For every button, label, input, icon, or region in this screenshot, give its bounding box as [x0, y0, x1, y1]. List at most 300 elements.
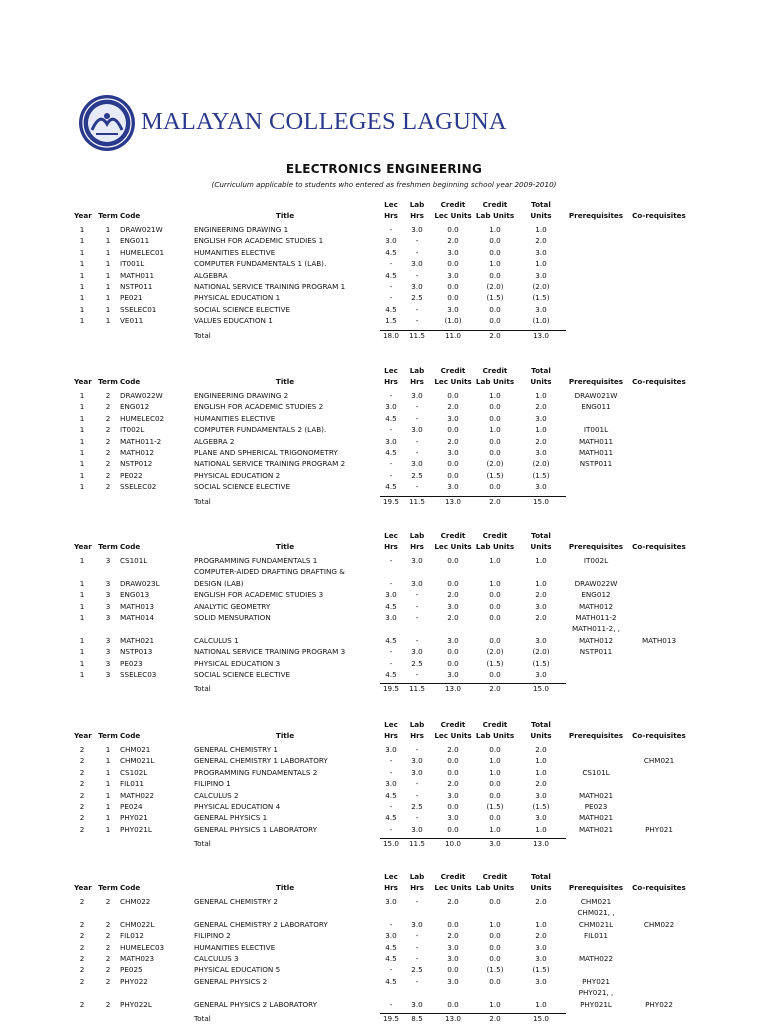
cell-credit-lec-units: 3.0: [447, 247, 459, 257]
cell-year: 2: [79, 824, 85, 834]
cell-lec-hrs: 3.0: [385, 897, 397, 906]
cell-lec-hrs: 4.5: [385, 790, 397, 800]
cell-lec-hrs: 3.0: [385, 613, 397, 622]
total-label: Total: [194, 496, 211, 506]
header-title: Title: [275, 731, 295, 740]
cell-total-units: 3.0: [535, 247, 547, 257]
cell-credit-lab-units: 0.0: [489, 931, 501, 941]
cell-lec-hrs: -: [389, 658, 393, 668]
cell-total-units: (2.0): [532, 647, 550, 657]
cell-title: PHYSICAL EDUCATION 2: [194, 470, 281, 480]
header-lec-hrs: Lec: [384, 200, 398, 209]
cell-term: 3: [105, 635, 111, 645]
cell-credit-lab-units: 0.0: [489, 482, 501, 492]
cell-term: 3: [105, 658, 111, 668]
total-lab-hrs: 11.5: [408, 684, 425, 694]
cell-prerequisites: CHM021L: [578, 919, 614, 929]
cell-lec-hrs: -: [389, 225, 393, 234]
cell-prerequisites: ENG011: [581, 402, 611, 412]
cell-year: 2: [79, 965, 85, 975]
cell-term: 2: [105, 965, 111, 975]
cell-credit-lab-units: 1.0: [489, 824, 501, 834]
cell-credit-lab-units: 1.0: [489, 391, 501, 400]
cell-term: 1: [105, 304, 111, 314]
header-code: Code: [120, 211, 141, 220]
term-table: [0, 720, 768, 860]
cell-year: 1: [79, 425, 85, 435]
header-term: Term: [98, 377, 118, 386]
cell-code: MATH022: [120, 790, 155, 800]
cell-credit-lec-units: 3.0: [447, 304, 459, 314]
cell-code: HUMELEC01: [120, 247, 165, 257]
header-prerequisites: Prerequisites: [568, 211, 624, 220]
cell-term: 1: [105, 282, 111, 291]
cell-prerequisites: FIL011: [584, 931, 608, 941]
cell-code: MATH013: [120, 601, 155, 611]
header-credit-lab-units: Credit: [482, 366, 508, 375]
header-lec-hrs: Hrs: [384, 376, 398, 386]
term-table: [0, 200, 768, 340]
cell-year: 1: [79, 670, 85, 679]
header-lec-hrs: Lec: [384, 872, 398, 881]
cell-credit-lab-units: 0.0: [489, 413, 501, 423]
total-lec-hrs: 15.0: [382, 839, 399, 849]
cell-lab-hrs: 3.0: [411, 919, 423, 929]
header-lab-hrs: Lab: [409, 200, 425, 209]
total-lab-hrs: 11.5: [408, 496, 425, 506]
cell-credit-lab-units: 0.0: [489, 316, 501, 326]
cell-lec-hrs: 4.5: [385, 247, 397, 257]
header-title: Title: [275, 211, 295, 220]
cell-year: 2: [79, 897, 85, 906]
cell-title: COMPUTER FUNDAMENTALS 1 (LAB).: [194, 259, 327, 269]
cell-lab-hrs: -: [415, 790, 419, 800]
cell-lab-hrs: 3.0: [411, 391, 423, 400]
cell-year: 1: [79, 225, 85, 234]
cell-title: VALUES EDUCATION 1: [194, 316, 273, 326]
header-credit-lec-units: Credit: [440, 531, 466, 540]
cell-prerequisites: ENG012: [581, 590, 611, 600]
header-credit-lab-units: Credit: [482, 200, 508, 209]
header-total-units: Total: [531, 531, 551, 540]
header-co-requisites: Co-requisites: [632, 542, 686, 551]
cell-prerequisites: MATH012: [578, 601, 614, 611]
cell-credit-lec-units: 3.0: [447, 670, 459, 679]
cell-code: DRAW023L: [120, 578, 160, 588]
header-year: Year: [74, 211, 92, 220]
cell-code: PHY022: [120, 976, 148, 986]
cell-lab-hrs: -: [415, 897, 419, 906]
cell-term: 3: [105, 578, 111, 588]
cell-lab-hrs: -: [415, 236, 419, 246]
cell-credit-lec-units: 3.0: [447, 270, 459, 280]
header-credit-lab-units: Lab Units: [475, 882, 515, 892]
cell-lab-hrs: 3.0: [411, 225, 423, 234]
header-year: Year: [74, 883, 92, 892]
cell-credit-lec-units: 3.0: [447, 976, 459, 986]
cell-term: 2: [105, 391, 111, 400]
cell-credit-lab-units: 1.0: [489, 225, 501, 234]
cell-credit-lec-units: 3.0: [447, 813, 459, 823]
cell-lab-hrs: -: [415, 976, 419, 986]
cell-year: 1: [79, 391, 85, 400]
cell-total-units: 3.0: [535, 482, 547, 492]
cell-title: GENERAL CHEMISTRY 1 LABORATORY: [194, 756, 328, 766]
cell-title: CALCULUS 2: [194, 790, 239, 800]
cell-term: 2: [105, 448, 111, 457]
header-year: Year: [74, 731, 92, 740]
cell-term: 3: [105, 590, 111, 600]
cell-total-units: 2.0: [535, 402, 547, 412]
cell-lec-hrs: 4.5: [385, 304, 397, 314]
total-lab-hrs: 11.5: [408, 839, 425, 849]
total-credit-lec-units: 13.0: [444, 496, 461, 506]
cell-code: IT002L: [120, 425, 145, 435]
cell-credit-lec-units: 0.0: [447, 556, 459, 565]
cell-total-units: 3.0: [535, 976, 547, 986]
cell-title: FILIPINO 2: [194, 931, 231, 941]
cell-lab-hrs: -: [415, 482, 419, 492]
total-credit-lec-units: 10.0: [444, 839, 461, 849]
cell-year: 1: [79, 459, 85, 469]
cell-total-units: 1.0: [535, 425, 547, 435]
cell-credit-lab-units: (1.5): [486, 965, 504, 975]
cell-title: GENERAL CHEMISTRY 1: [194, 745, 278, 754]
cell-credit-lab-units: 1.0: [489, 767, 501, 777]
cell-code: CS101L: [120, 556, 148, 565]
cell-year: 2: [79, 767, 85, 777]
cell-lab-hrs: -: [415, 590, 419, 600]
total-credit-lec-units: 13.0: [444, 1014, 461, 1023]
total-lec-hrs: 18.0: [382, 330, 399, 340]
cell-credit-lec-units: 0.0: [447, 578, 459, 588]
cell-co-requisites: MATH013: [641, 635, 677, 645]
cell-lec-hrs: -: [389, 767, 393, 777]
cell-code: MATH011: [120, 270, 155, 280]
cell-lab-hrs: -: [415, 779, 419, 789]
cell-lab-hrs: 3.0: [411, 767, 423, 777]
cell-term: 1: [105, 745, 111, 754]
cell-code: HUMELEC02: [120, 413, 165, 423]
cell-credit-lab-units: 0.0: [489, 790, 501, 800]
cell-total-units: 3.0: [535, 448, 547, 457]
cell-credit-lec-units: 0.0: [447, 259, 459, 269]
total-credit-lab-units: 2.0: [489, 330, 501, 340]
header-lab-hrs: Lab: [409, 366, 425, 375]
cell-credit-lab-units: 0.0: [489, 897, 501, 906]
header-total-units: Total: [531, 872, 551, 881]
header-credit-lab-units: Lab Units: [475, 541, 515, 551]
total-label: Total: [194, 839, 211, 849]
cell-title: NATIONAL SERVICE TRAINING PROGRAM 2: [194, 459, 346, 469]
cell-title: COMPUTER-AIDED DRAFTING DRAFTING &: [194, 567, 345, 577]
cell-lab-hrs: 3.0: [411, 824, 423, 834]
cell-title: PLANE AND SPHERICAL TRIGONOMETRY: [194, 448, 338, 457]
header-code: Code: [120, 731, 141, 740]
header-co-requisites: Co-requisites: [632, 883, 686, 892]
cell-total-units: (1.5): [532, 293, 550, 303]
cell-lab-hrs: -: [415, 316, 419, 326]
cell-term: 2: [105, 413, 111, 423]
cell-title: SOCIAL SCIENCE ELECTIVE: [194, 482, 291, 492]
header-lab-hrs: Lab: [409, 720, 425, 729]
header-total-units: Total: [531, 200, 551, 209]
cell-lab-hrs: 3.0: [411, 425, 423, 435]
cell-credit-lec-units: 2.0: [447, 436, 459, 446]
header-lec-hrs: Hrs: [384, 541, 398, 551]
cell-term: 2: [105, 999, 111, 1009]
cell-year: 1: [79, 590, 85, 600]
cell-code: VE011: [120, 316, 144, 326]
cell-code: CHM021: [120, 745, 151, 754]
cell-prerequisites: IT001L: [583, 425, 609, 435]
cell-title: PHYSICAL EDUCATION 1: [194, 293, 281, 303]
cell-year: 1: [79, 601, 85, 611]
cell-credit-lab-units: 0.0: [489, 954, 501, 963]
cell-lab-hrs: 3.0: [411, 756, 423, 766]
cell-credit-lec-units: 3.0: [447, 601, 459, 611]
cell-lab-hrs: -: [415, 954, 419, 963]
cell-credit-lec-units: 2.0: [447, 613, 459, 622]
header-credit-lec-units: Credit: [440, 366, 466, 375]
cell-lec-hrs: 4.5: [385, 976, 397, 986]
cell-credit-lab-units: 0.0: [489, 270, 501, 280]
header-term: Term: [98, 883, 118, 892]
header-title: Title: [275, 377, 295, 386]
header-prerequisites: Prerequisites: [568, 542, 624, 551]
header-credit-lec-units: Credit: [440, 200, 466, 209]
cell-lab-hrs: 3.0: [411, 647, 423, 657]
cell-title: ENGINEERING DRAWING 2: [194, 391, 289, 400]
cell-term: 2: [105, 459, 111, 469]
cell-title: GENERAL CHEMISTRY 2 LABORATORY: [194, 919, 328, 929]
cell-code: PE025: [120, 965, 143, 975]
cell-title: NATIONAL SERVICE TRAINING PROGRAM 3: [194, 647, 346, 657]
header-credit-lec-units: Lec Units: [434, 730, 472, 740]
cell-title: GENERAL PHYSICS 1: [194, 813, 268, 823]
header-lec-hrs: Hrs: [384, 730, 398, 740]
cell-credit-lec-units: 0.0: [447, 459, 459, 469]
cell-prerequisites: NSTP011: [579, 459, 613, 469]
cell-prerequisites: MATH021: [578, 790, 614, 800]
cell-term: 2: [105, 976, 111, 986]
header-credit-lab-units: Lab Units: [475, 210, 515, 220]
cell-lab-hrs: -: [415, 413, 419, 423]
cell-lec-hrs: -: [389, 293, 393, 303]
cell-credit-lec-units: 0.0: [447, 824, 459, 834]
cell-credit-lec-units: 0.0: [447, 225, 459, 234]
cell-term: 2: [105, 942, 111, 952]
cell-code: PE023: [120, 658, 143, 668]
cell-term: 1: [105, 767, 111, 777]
cell-total-units: 1.0: [535, 391, 547, 400]
cell-credit-lec-units: 3.0: [447, 790, 459, 800]
cell-total-units: 1.0: [535, 225, 547, 234]
cell-code: SSELEC02: [120, 482, 157, 492]
cell-lab-hrs: 2.5: [411, 293, 423, 303]
cell-credit-lab-units: 0.0: [489, 779, 501, 789]
cell-lec-hrs: -: [389, 556, 393, 565]
header-total-units: Total: [531, 720, 551, 729]
header-lec-hrs: Lec: [384, 720, 398, 729]
cell-total-units: 2.0: [535, 590, 547, 600]
cell-lab-hrs: -: [415, 931, 419, 941]
cell-year: 2: [79, 954, 85, 963]
cell-lec-hrs: -: [389, 802, 393, 811]
total-total-units: 15.0: [532, 1014, 549, 1023]
cell-title: HUMANITIES ELECTIVE: [194, 413, 276, 423]
page-subtitle: (Curriculum applicable to students who entered as freshmen beginning school year 2009-2010): [211, 180, 557, 189]
cell-credit-lab-units: 0.0: [489, 590, 501, 600]
cell-credit-lab-units: 1.0: [489, 578, 501, 588]
header-lab-hrs: Hrs: [410, 541, 424, 551]
cell-lec-hrs: -: [389, 425, 393, 435]
cell-year: 1: [79, 556, 85, 565]
header-year: Year: [74, 377, 92, 386]
cell-total-units: (1.5): [532, 965, 550, 975]
cell-term: 1: [105, 293, 111, 303]
cell-title: HUMANITIES ELECTIVE: [194, 247, 276, 257]
cell-credit-lec-units: 2.0: [447, 779, 459, 789]
cell-code: MATH012: [120, 448, 155, 457]
cell-term: 1: [105, 225, 111, 234]
cell-credit-lab-units: (2.0): [486, 647, 504, 657]
header-total-units: Units: [530, 376, 552, 386]
cell-lec-hrs: -: [389, 391, 393, 400]
cell-total-units: 3.0: [535, 790, 547, 800]
header-code: Code: [120, 883, 141, 892]
header-credit-lec-units: Lec Units: [434, 376, 472, 386]
cell-title: DESIGN (LAB): [194, 578, 244, 588]
cell-total-units: 3.0: [535, 304, 547, 314]
cell-term: 2: [105, 482, 111, 492]
cell-code: FIL011: [120, 779, 144, 789]
cell-code: PE024: [120, 802, 143, 811]
cell-credit-lab-units: 0.0: [489, 635, 501, 645]
header-co-requisites: Co-requisites: [632, 377, 686, 386]
total-credit-lec-units: 11.0: [444, 330, 461, 340]
cell-code: ENG011: [120, 236, 150, 246]
cell-credit-lec-units: 0.0: [447, 767, 459, 777]
cell-year: 1: [79, 647, 85, 657]
cell-credit-lab-units: 1.0: [489, 919, 501, 929]
cell-code: PHY021: [120, 813, 148, 823]
cell-prerequisites: CHM021, ,: [577, 908, 615, 918]
cell-term: 1: [105, 247, 111, 257]
header-co-requisites: Co-requisites: [632, 211, 686, 220]
cell-title: PHYSICAL EDUCATION 4: [194, 802, 281, 811]
cell-title: PHYSICAL EDUCATION 5: [194, 965, 281, 975]
cell-total-units: (2.0): [532, 282, 550, 291]
cell-code: ENG012: [120, 402, 150, 412]
cell-year: 1: [79, 236, 85, 246]
cell-prerequisites: PE023: [584, 802, 608, 811]
cell-prerequisites: PHY021, ,: [578, 988, 614, 998]
cell-year: 1: [79, 436, 85, 446]
cell-lab-hrs: -: [415, 304, 419, 314]
header-lab-hrs: Lab: [409, 531, 425, 540]
cell-title: ENGLISH FOR ACADEMIC STUDIES 2: [194, 402, 324, 412]
cell-lec-hrs: -: [389, 578, 393, 588]
cell-prerequisites: MATH021: [578, 813, 614, 823]
cell-year: 2: [79, 756, 85, 766]
cell-term: 3: [105, 556, 111, 565]
cell-term: 2: [105, 897, 111, 906]
cell-title: FILIPINO 1: [194, 779, 231, 789]
cell-credit-lec-units: 0.0: [447, 965, 459, 975]
cell-credit-lec-units: 0.0: [447, 470, 459, 480]
cell-term: 1: [105, 790, 111, 800]
total-label: Total: [194, 684, 211, 694]
cell-credit-lab-units: 0.0: [489, 942, 501, 952]
cell-term: 1: [105, 259, 111, 269]
term-table: [0, 872, 768, 1023]
cell-year: 1: [79, 448, 85, 457]
cell-title: PROGRAMMING FUNDAMENTALS 2: [194, 767, 318, 777]
cell-credit-lab-units: 0.0: [489, 247, 501, 257]
cell-co-requisites: PHY021: [645, 824, 673, 834]
cell-total-units: 2.0: [535, 436, 547, 446]
cell-credit-lab-units: 0.0: [489, 436, 501, 446]
cell-lab-hrs: -: [415, 270, 419, 280]
cell-title: SOLID MENSURATION: [194, 613, 271, 622]
header-year: Year: [74, 542, 92, 551]
cell-lec-hrs: 4.5: [385, 635, 397, 645]
cell-credit-lab-units: 0.0: [489, 304, 501, 314]
cell-prerequisites: MATH011-2, ,: [571, 624, 621, 634]
cell-term: 1: [105, 824, 111, 834]
cell-lec-hrs: 3.0: [385, 436, 397, 446]
cell-lab-hrs: 3.0: [411, 282, 423, 291]
cell-credit-lec-units: 2.0: [447, 745, 459, 754]
cell-credit-lab-units: 0.0: [489, 745, 501, 754]
total-credit-lab-units: 3.0: [489, 839, 501, 849]
cell-credit-lec-units: 0.0: [447, 282, 459, 291]
cell-lab-hrs: -: [415, 670, 419, 679]
cell-year: 2: [79, 802, 85, 811]
cell-year: 2: [79, 931, 85, 941]
cell-term: 3: [105, 601, 111, 611]
cell-prerequisites: MATH022: [578, 954, 614, 963]
cell-code: PE022: [120, 470, 143, 480]
cell-term: 2: [105, 436, 111, 446]
cell-credit-lab-units: 1.0: [489, 556, 501, 565]
cell-credit-lec-units: 0.0: [447, 391, 459, 400]
term-table: [0, 531, 768, 694]
cell-lab-hrs: 2.5: [411, 658, 423, 668]
cell-year: 1: [79, 635, 85, 645]
cell-year: 2: [79, 976, 85, 986]
header-total-units: Units: [530, 882, 552, 892]
cell-code: CS102L: [120, 767, 148, 777]
cell-credit-lab-units: 0.0: [489, 601, 501, 611]
cell-term: 1: [105, 236, 111, 246]
cell-prerequisites: MATH011-2: [575, 613, 617, 622]
cell-code: NSTP013: [120, 647, 153, 657]
header-code: Code: [120, 542, 141, 551]
cell-title: ENGLISH FOR ACADEMIC STUDIES 3: [194, 590, 324, 600]
cell-code: ENG013: [120, 590, 150, 600]
cell-term: 3: [105, 670, 111, 679]
cell-credit-lab-units: 0.0: [489, 976, 501, 986]
header-prerequisites: Prerequisites: [568, 377, 624, 386]
cell-credit-lab-units: (2.0): [486, 282, 504, 291]
cell-credit-lec-units: 3.0: [447, 413, 459, 423]
cell-total-units: 3.0: [535, 670, 547, 679]
cell-term: 1: [105, 756, 111, 766]
cell-lab-hrs: 2.5: [411, 802, 423, 811]
cell-credit-lec-units: 3.0: [447, 942, 459, 952]
